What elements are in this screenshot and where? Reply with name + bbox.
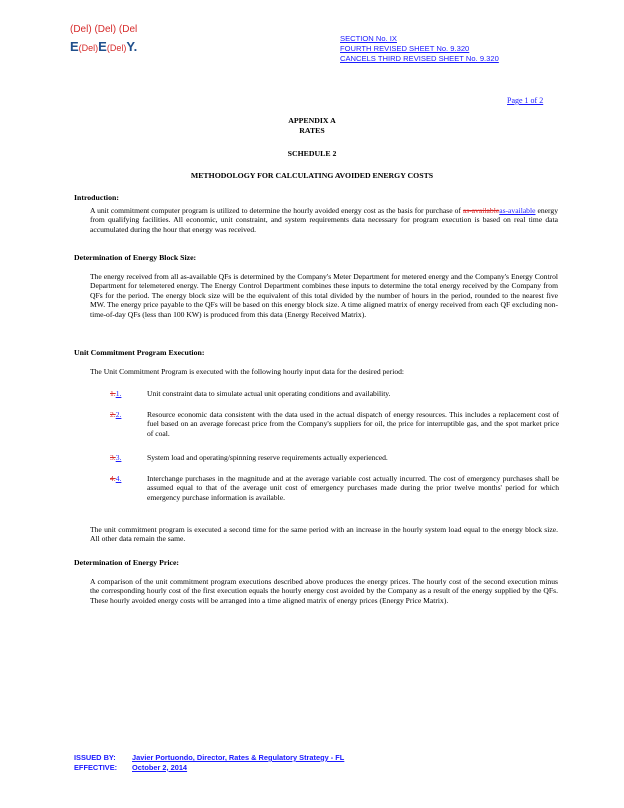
effective-line (74, 763, 344, 773)
deleted-number: 2. (110, 410, 116, 419)
inserted-number: 3. (115, 453, 122, 462)
logo-letter: E (70, 38, 79, 54)
rates-title: RATES (299, 126, 325, 135)
list-item: Unit constraint data to simulate actual unit operating conditions and availability. (147, 389, 391, 398)
item-number-3 (110, 453, 121, 462)
effective-value: October 2, 2014 (132, 762, 188, 772)
deleted-text: as-available (462, 206, 500, 215)
item-number-4 (110, 474, 121, 483)
logo-top-text: (Del) (Del) (Del (70, 24, 138, 35)
inserted-number: 4. (115, 474, 122, 483)
issued-label: ISSUED BY: (74, 753, 116, 762)
effective-label: EFFECTIVE: (74, 762, 118, 772)
item-number-2 (110, 410, 121, 419)
block-size-heading: Determination of Energy Block Size: (74, 253, 197, 262)
logo-del-mark: (Del) (78, 42, 99, 53)
unit-commitment-closing: The unit commitment program is executed a second time for the same period with an increase in the hourly system load equal to the energy block size. All other data remain the same. (90, 525, 558, 544)
appendix-title: APPENDIX A (288, 116, 336, 125)
logo-letter: Y. (126, 38, 138, 54)
schedule-title: SCHEDULE 2 (287, 149, 337, 158)
logo-bottom-text (70, 39, 190, 55)
item-number-1 (110, 389, 121, 398)
unit-commitment-heading: Unit Commitment Program Execution: (74, 348, 205, 357)
deleted-number: 3. (110, 453, 116, 462)
intro-text-post: energy from qualifying facilities. All economic, unit constraint, and system requirements data necessary for program execution is based on real time data accumulated during the hour that energy was received. (90, 206, 559, 234)
sheet-number: FOURTH REVISED SHEET No. 9.320 (340, 43, 470, 53)
introduction-text (90, 206, 558, 234)
inserted-number: 2. (115, 410, 122, 419)
section-number: SECTION No. IX (340, 34, 397, 43)
inserted-text: as-available (499, 206, 536, 215)
list-item: System load and operating/spinning reserve requirements actually experienced. (147, 453, 388, 462)
energy-price-heading: Determination of Energy Price: (74, 558, 180, 567)
sheet-header (340, 34, 499, 64)
inserted-number: 1. (115, 389, 122, 398)
logo-del-mark: (Del) (106, 42, 127, 53)
deleted-number: 1. (110, 389, 116, 398)
list-item: Interchange purchases in the magnitude and at the average variable cost actually incurred. The cost of emergency purchases shall be assumed equal to that of the average unit cost of emergency purchases made during the prior twelve months' period for which emergency purchase information is available. (147, 474, 559, 502)
energy-price-text: A comparison of the unit commitment program executions described above produces the energy prices. The hourly cost of the second execution minus the corresponding hourly cost of the first execution equals the hourly energy cost avoided by the Company as a result of the energy supplied by the QFs. These hourly avoided energy costs will be arranged into a time aligned matrix of energy prices (Energy Price Matrix). (90, 577, 558, 605)
list-item: Resource economic data consistent with the data used in the actual dispatch of energy resources. This includes a replacement cost of fuel based on an average forecast price from the Company's suppliers for oil, the price for interruptible gas, and the spot market price of coal. (147, 410, 559, 438)
footer (74, 753, 344, 772)
cancels-sheet: CANCELS THIRD REVISED SHEET No. 9.320 (340, 53, 499, 63)
introduction-heading: Introduction: (74, 193, 119, 202)
intro-text-pre: A unit commitment computer program is utilized to determine the hourly avoided energy cost as the basis for purchase of (90, 206, 463, 215)
logo-letter: E (98, 38, 107, 54)
issued-by-line (74, 753, 344, 763)
page-number: Page 1 of 2 (507, 96, 544, 105)
deleted-number: 4. (110, 474, 116, 483)
company-logo (70, 24, 190, 68)
methodology-title: METHODOLOGY FOR CALCULATING AVOIDED ENERGY COSTS (190, 171, 434, 180)
unit-commitment-intro: The Unit Commitment Program is executed with the following hourly input data for the desired period: (90, 367, 405, 376)
issued-value: Javier Portuondo, Director, Rates & Regulatory Strategy - FL (132, 753, 345, 762)
block-size-text: The energy received from all as-available QFs is determined by the Company's Meter Department for metered energy and the Company's Energy Control Department for telemetered energy. The Energy Control Department combines these inputs to determine the total energy received by the Company from QFs for the period. The energy block size will be the equivalent of this total divided by the number of hours in the period, rounded to the nearest five MW. The energy price payable to the QFs will be based on this energy block size. A time aligned matrix of energy received from each QF excluding non-time-of-day QFs (less than 100 KW) is produced from this data (Energy Received Matrix). (90, 272, 558, 319)
